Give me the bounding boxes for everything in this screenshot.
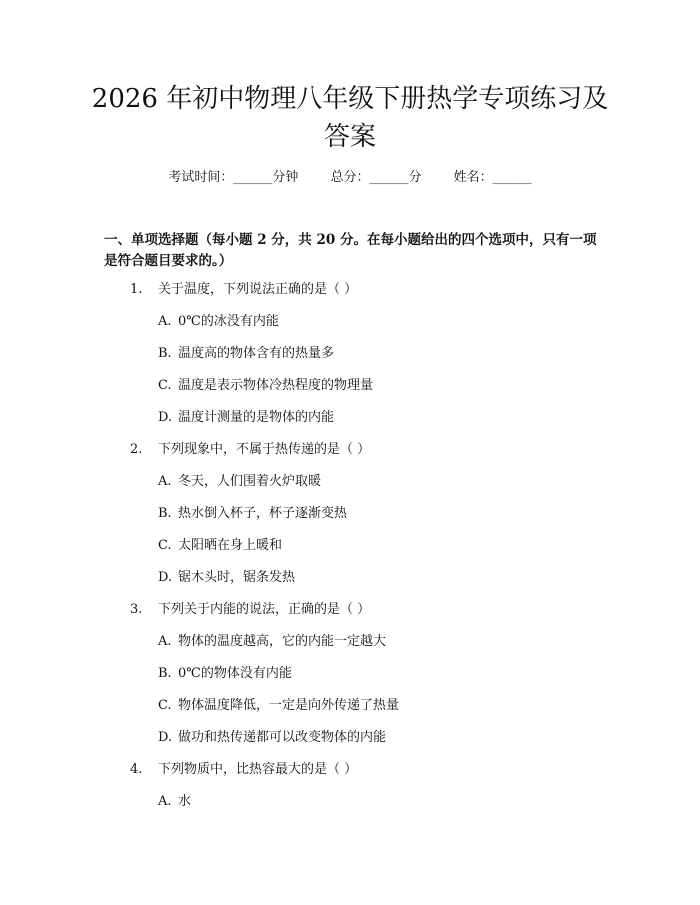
- exam-time-field: 考试时间：______分钟: [168, 170, 299, 185]
- option-b: [0, 664, 700, 696]
- option-text: 热水倒入杯子，杯子逐渐变热: [178, 506, 348, 521]
- option-text: 做功和热传递都可以改变物体的内能: [178, 730, 387, 745]
- option-text: 锯木头时，锯条发热: [178, 570, 296, 585]
- option-letter: A.: [158, 634, 172, 649]
- exam-info-line: [0, 168, 700, 188]
- option-letter: B.: [158, 666, 172, 681]
- question-2: [0, 440, 700, 600]
- option-text: 水: [178, 794, 192, 809]
- option-a: [0, 312, 700, 344]
- option-letter: C.: [158, 538, 172, 553]
- question-1: [0, 280, 700, 440]
- question-text: 下列物质中，比热容最大的是（ ）: [158, 762, 358, 777]
- option-b: [0, 344, 700, 376]
- option-d: [0, 408, 700, 440]
- option-b: [0, 504, 700, 536]
- option-a: [0, 472, 700, 504]
- document-title: 2026 年初中物理八年级下册热学专项练习及答案: [91, 84, 609, 152]
- question-stem: [0, 440, 700, 472]
- option-text: 物体的温度越高，它的内能一定越大: [178, 634, 387, 649]
- option-text: 温度是表示物体冷热程度的物理量: [178, 378, 374, 393]
- question-stem: [0, 600, 700, 632]
- question-number: 2.: [130, 442, 143, 457]
- option-text: 0℃的冰没有内能: [178, 314, 279, 329]
- option-letter: A.: [158, 474, 172, 489]
- option-a: [0, 792, 700, 824]
- total-score-field: 总分：______分: [330, 170, 422, 185]
- question-text: 关于温度，下列说法正确的是（ ）: [158, 282, 358, 297]
- option-text: 冬天，人们围着火炉取暖: [178, 474, 322, 489]
- option-text: 太阳晒在身上暖和: [178, 538, 283, 553]
- option-letter: A.: [158, 794, 172, 809]
- question-text: 下列关于内能的说法，正确的是（ ）: [158, 602, 371, 617]
- option-text: 温度计测量的是物体的内能: [178, 410, 335, 425]
- option-a: [0, 632, 700, 664]
- student-name-field: 姓名：______: [453, 170, 532, 185]
- option-d: [0, 728, 700, 760]
- option-c: [0, 376, 700, 408]
- option-c: [0, 696, 700, 728]
- question-text: 下列现象中，不属于热传递的是（ ）: [158, 442, 371, 457]
- question-number: 3.: [130, 602, 143, 617]
- option-letter: C.: [158, 378, 172, 393]
- question-stem: [0, 760, 700, 792]
- option-letter: D.: [158, 410, 173, 425]
- option-letter: B.: [158, 506, 172, 521]
- option-letter: D.: [158, 570, 173, 585]
- question-list: [0, 280, 700, 824]
- option-letter: C.: [158, 698, 172, 713]
- option-c: [0, 536, 700, 568]
- question-stem: [0, 280, 700, 312]
- option-letter: D.: [158, 730, 173, 745]
- question-3: [0, 600, 700, 760]
- question-number: 4.: [130, 762, 143, 777]
- option-letter: B.: [158, 346, 172, 361]
- question-4: [0, 760, 700, 824]
- option-letter: A.: [158, 314, 172, 329]
- option-d: [0, 568, 700, 600]
- question-number: 1.: [130, 282, 143, 297]
- section-heading: 一、单项选择题（每小题 2 分，共 20 分。在每小题给出的四个选项中，只有一项是符合题目要求的。）: [104, 232, 597, 269]
- option-text: 物体温度降低，一定是向外传递了热量: [178, 698, 400, 713]
- option-text: 0℃的物体没有内能: [178, 666, 292, 681]
- option-text: 温度高的物体含有的热量多: [178, 346, 335, 361]
